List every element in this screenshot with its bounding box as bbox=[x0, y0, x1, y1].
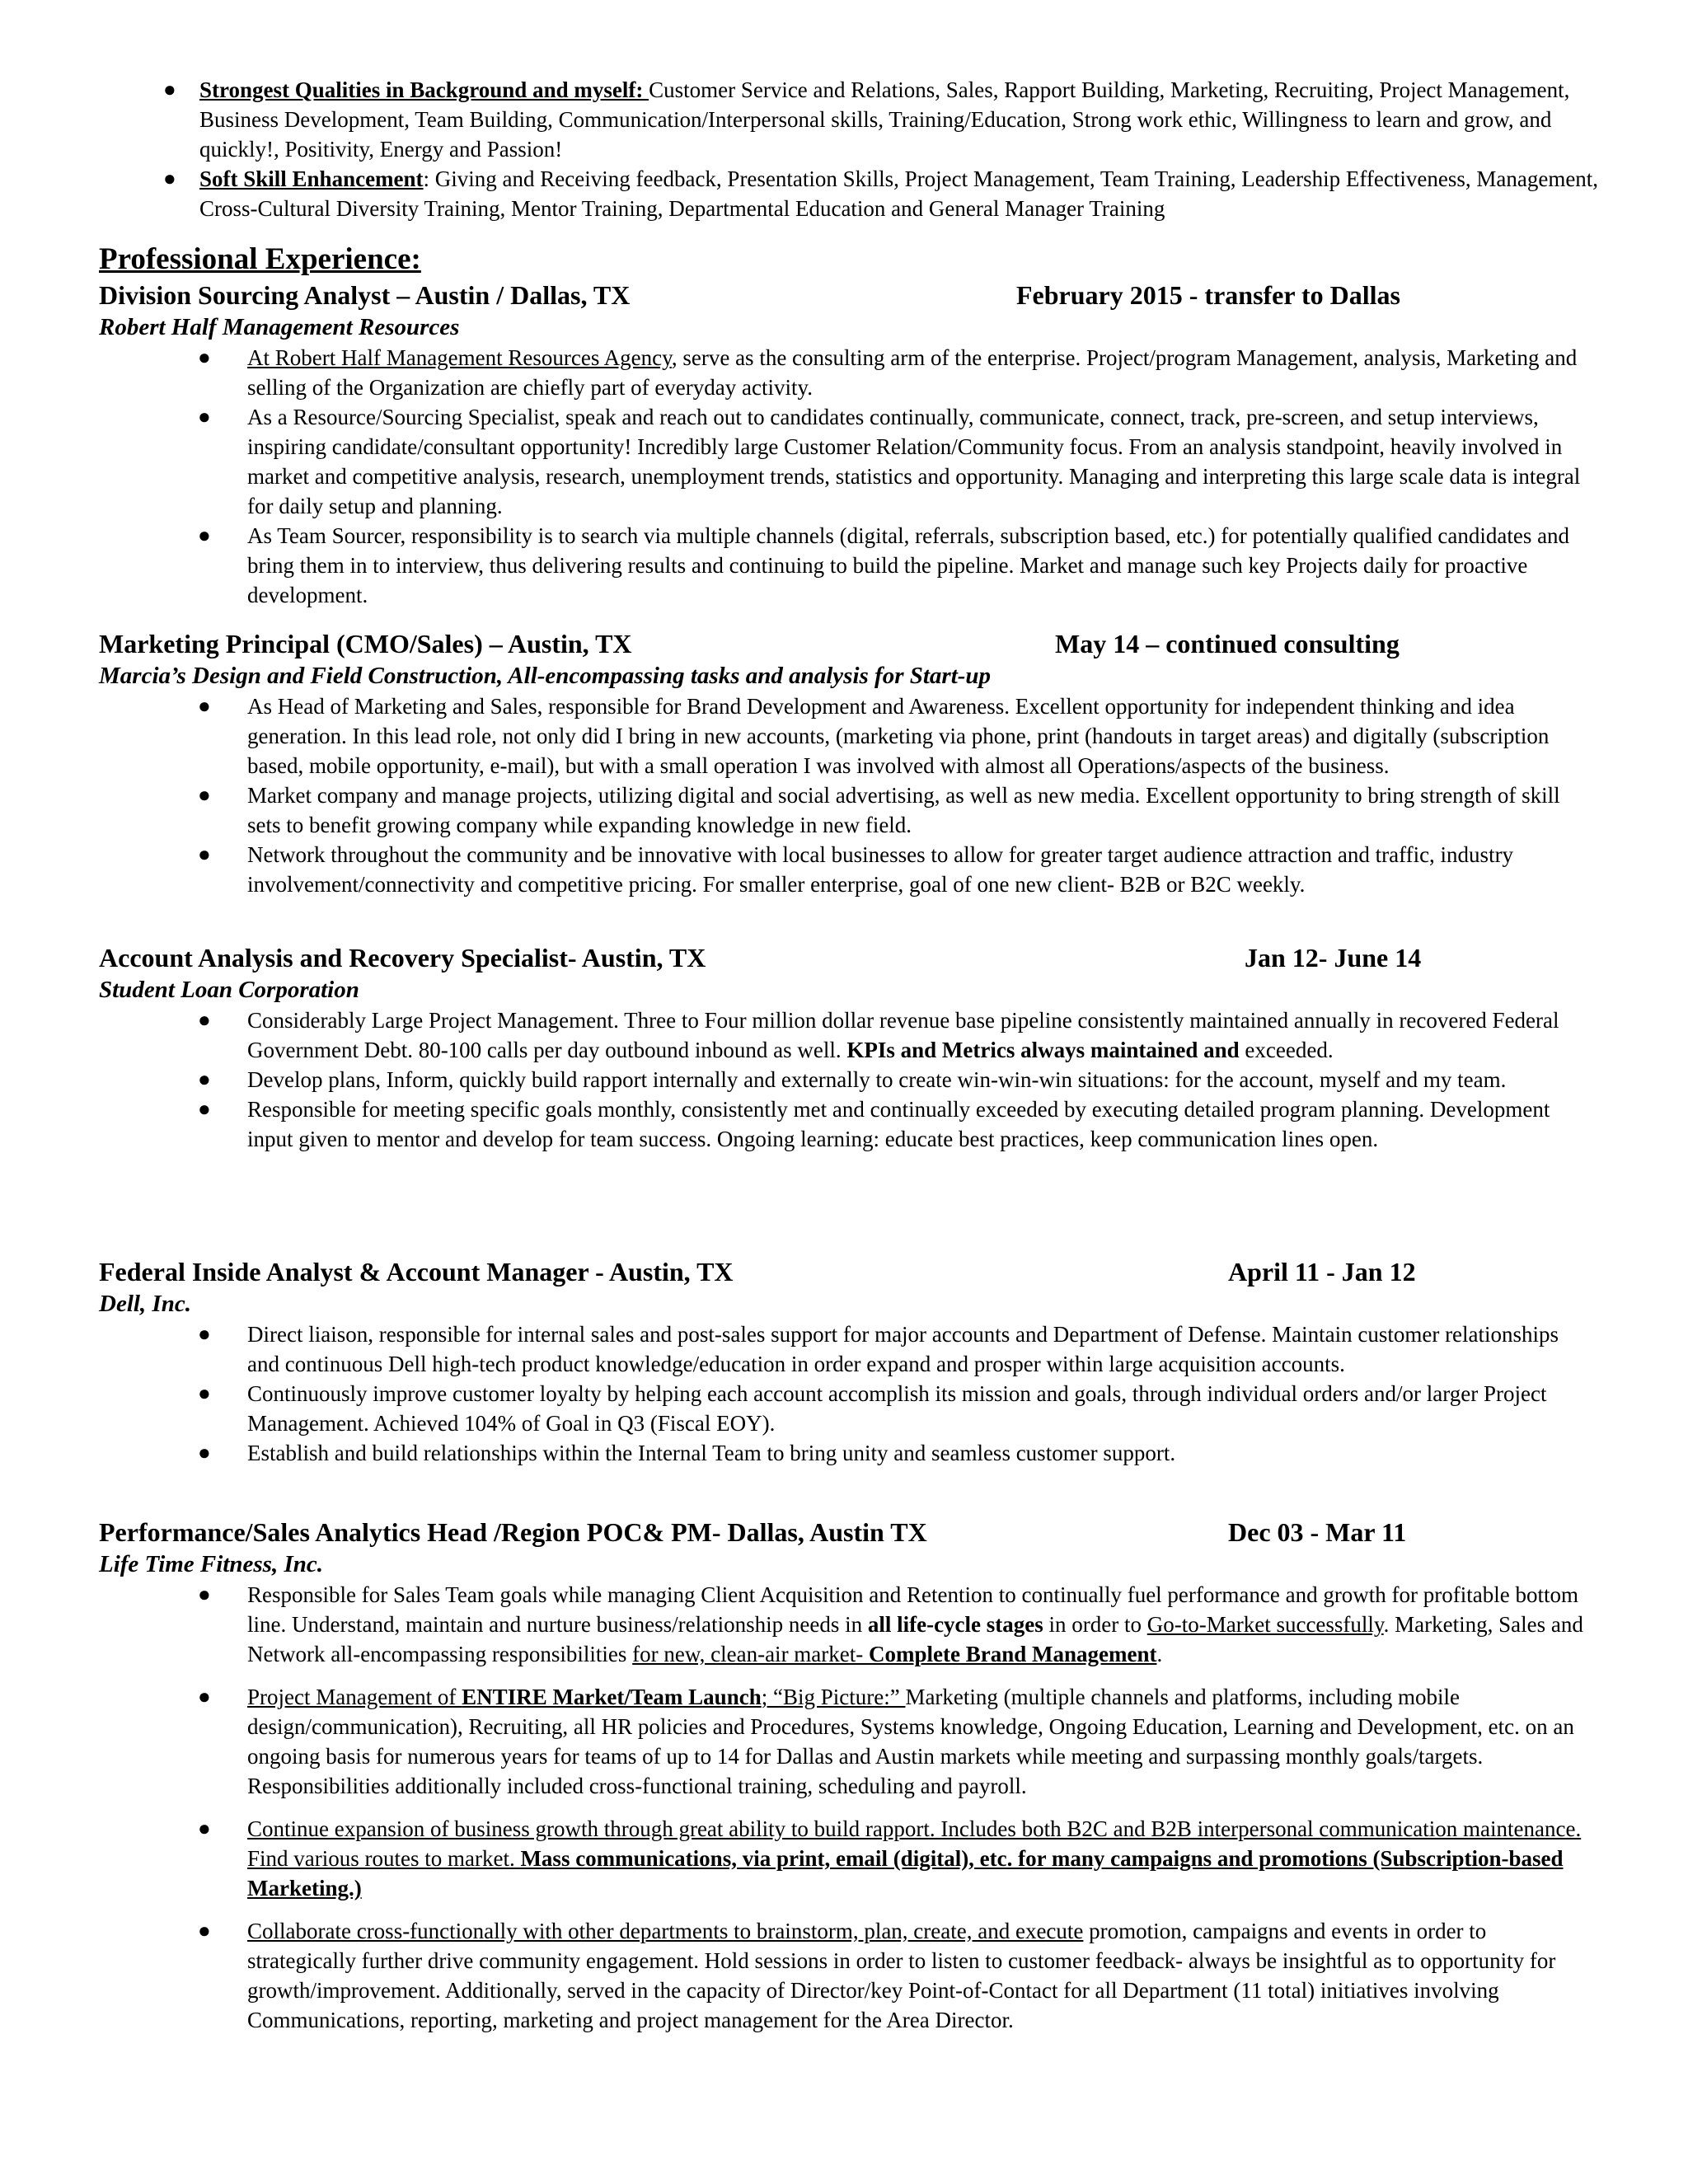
bullet-text: Develop plans, Inform, quickly build rapport internally and externally to create win-win-win situations: for the account, myself and my team. bbox=[247, 1067, 1507, 1092]
bullet-underlined-text: Go-to-Market successfully bbox=[1146, 1612, 1384, 1637]
list-item bbox=[148, 75, 1599, 164]
list-item bbox=[99, 1580, 1607, 1669]
bullet-underlined-text: ; “Big Picture:” bbox=[761, 1685, 906, 1709]
bullet-text: Considerably Large Project Management. Three to Four million dollar revenue base pipeline consistently maintained annually in recovered Federal Government Debt. 80-100 calls per day outbound inbound as well. bbox=[247, 1008, 1559, 1062]
job-bullets bbox=[99, 691, 1607, 899]
job-entry bbox=[99, 279, 1607, 610]
bullet-icon: ● bbox=[198, 405, 211, 429]
bullet-text: in order to bbox=[1043, 1612, 1147, 1637]
bullet-text: Responsible for Sales Team goals while managing Client Acquisition and Retention to continually fuel performance and growth for profitable bottom line. Understand, maintain and nurture business/relationship needs in bbox=[247, 1582, 1579, 1637]
bullet-text: As Team Sourcer, responsibility is to search via multiple channels (digital, referrals, subscription based, etc.) for potentially qualified candidates and bring them in to interview, thus delivering results and continuing to build the pipeline. Market and manage such key Projects daily for proactive development. bbox=[247, 523, 1570, 607]
employer-name: Dell, Inc. bbox=[99, 1291, 191, 1317]
job-header bbox=[99, 627, 1607, 660]
list-item bbox=[99, 1916, 1607, 2035]
job-dates: April 11 - Jan 12 bbox=[1228, 1257, 1416, 1286]
list-item bbox=[99, 1438, 1607, 1468]
employer-name: Student Loan Corporation bbox=[99, 977, 359, 1003]
summary-text: Customer Service and Relations, Sales, Rapport Building, Marketing, Recruiting, Project Management, Business Development, Team Building, Communication/Interpersonal skills, Training/Education, Strong work ethic, Willingness to learn and grow, and quickly!, Positivity, Energy and Passion! bbox=[199, 77, 1570, 162]
bullet-underlined-text: for new, clean-air market- bbox=[632, 1642, 870, 1666]
bullet-icon: ● bbox=[163, 77, 176, 101]
section-title: Professional Experience: bbox=[99, 242, 421, 276]
list-item bbox=[99, 780, 1607, 840]
list-item bbox=[99, 1682, 1607, 1801]
bullet-icon: ● bbox=[198, 694, 211, 718]
job-title: Account Analysis and Recovery Specialist- Austin, TX bbox=[99, 943, 706, 972]
job-dates: Jan 12- June 14 bbox=[1245, 943, 1422, 972]
list-item bbox=[99, 521, 1607, 610]
job-dates: Dec 03 - Mar 11 bbox=[1228, 1517, 1407, 1547]
bullet-text: As Head of Marketing and Sales, responsible for Brand Development and Awareness. Excellent opportunity for independent thinking and idea generation. In this lead role, not only did I bring in new accounts, (marketing via phone, print (handouts in target areas) and digitally (subscription based, mobile opportunity, e-mail), but with a small operation I was involved with almost all Operations/aspects of the business. bbox=[247, 694, 1550, 778]
bullet-text: . bbox=[1156, 1642, 1163, 1666]
employer-name: Robert Half Management Resources bbox=[99, 314, 460, 340]
list-item bbox=[99, 840, 1607, 899]
bullet-text: Marketing (multiple channels and platforms, including mobile design/communication), Recruiting, all HR policies and Procedures, Systems knowledge, Ongoing Education, Learning and Development, etc. on an ongoing basis for numerous years for teams of up to 14 for Dallas and Austin markets while meeting and surpassing monthly goals/targets. Responsibilities additionally included cross-functional training, scheduling and payroll. bbox=[247, 1685, 1574, 1798]
bullet-icon: ● bbox=[198, 1919, 211, 1943]
list-item bbox=[99, 1319, 1607, 1379]
job-title: Federal Inside Analyst & Account Manager - Austin, TX bbox=[99, 1257, 734, 1286]
bullet-bold-underlined-text: Mass communications, via print, email (digital), etc. for many campaigns and promotions (Subscription-based Marketing.) bbox=[247, 1846, 1564, 1900]
bullet-text: Continuously improve customer loyalty by helping each account accomplish its mission and goals, through individual orders and/or larger Project Management. Achieved 104% of Goal in Q3 (Fiscal EOY). bbox=[247, 1381, 1547, 1436]
bullet-underlined-text: Project Management of bbox=[247, 1685, 462, 1709]
list-item bbox=[99, 402, 1607, 521]
bullet-icon: ● bbox=[198, 1685, 211, 1708]
list-item bbox=[99, 1005, 1607, 1065]
job-header bbox=[99, 1516, 1607, 1549]
list-item bbox=[99, 691, 1607, 780]
list-item bbox=[99, 343, 1607, 402]
job-header bbox=[99, 941, 1607, 974]
bullet-icon: ● bbox=[198, 1008, 211, 1032]
job-header bbox=[99, 1255, 1607, 1288]
bullet-underlined-text: Collaborate cross-functionally with other departments to brainstorm, plan, create, and execute bbox=[247, 1919, 1084, 1943]
job-bullets bbox=[99, 343, 1607, 610]
agency-link-text: At Robert Half Management Resources Agency bbox=[247, 345, 672, 370]
bullet-bold-text: all life-cycle stages bbox=[867, 1612, 1043, 1637]
bullet-text: . Marketing, Sales and Network all-encompassing responsibilities bbox=[247, 1612, 1583, 1666]
bullet-text: Network throughout the community and be innovative with local businesses to allow for greater target audience attraction and traffic, industry involvement/connectivity and competitive pricing. For smaller enterprise, goal of one new client- B2B or B2C weekly. bbox=[247, 842, 1514, 897]
bullet-icon: ● bbox=[198, 1322, 211, 1346]
employer-name: Life Time Fitness, Inc. bbox=[99, 1551, 323, 1577]
bullet-icon: ● bbox=[198, 345, 211, 369]
bullet-icon: ● bbox=[163, 166, 176, 190]
bullet-text: , serve as the consulting arm of the enterprise. Project/program Management, analysis, Marketing and selling of the Organization are chiefly part of everyday activity. bbox=[247, 345, 1578, 400]
job-title: Marketing Principal (CMO/Sales) – Austin, TX bbox=[99, 629, 632, 658]
bullet-bold-text: KPIs and Metrics always maintained and bbox=[846, 1038, 1240, 1062]
list-item bbox=[99, 1814, 1607, 1903]
list-item bbox=[99, 1094, 1607, 1154]
job-dates: May 14 – continued consulting bbox=[1055, 629, 1400, 658]
bullet-text: promotion, campaigns and events in order to strategically further drive community engagement. Hold sessions in order to listen to customer feedback- always be insightful as to opportunity for growth/improvement. Additionally, served in the capacity of Director/key Point-of-Contact for all Department (11 total) initiatives involving Communications, reporting, marketing and project management for the Area Director. bbox=[247, 1919, 1556, 2032]
bullet-text: Establish and build relationships within the Internal Team to bring unity and seamless customer support. bbox=[247, 1441, 1176, 1465]
job-dates: February 2015 - transfer to Dallas bbox=[1016, 280, 1400, 310]
bullet-icon: ● bbox=[198, 1441, 211, 1465]
list-item bbox=[99, 1065, 1607, 1094]
bullet-text: Direct liaison, responsible for internal sales and post-sales support for major accounts and Department of Defense. Maintain customer relationships and continuous Dell high-tech product knowledge/education in order expand and prosper within large acquisition accounts. bbox=[247, 1322, 1559, 1376]
bullet-text: Responsible for meeting specific goals monthly, consistently met and continually exceeded by executing detailed program planning. Development input given to mentor and develop for team success. Ongoing learning: educate best practices, keep communication lines open. bbox=[247, 1097, 1550, 1151]
job-entry bbox=[99, 1516, 1607, 2035]
bullet-icon: ● bbox=[198, 1816, 211, 1840]
job-title: Division Sourcing Analyst – Austin / Dallas, TX bbox=[99, 280, 631, 310]
bullet-underlined-text: Continue expansion of business growth through great ability to build rapport. Includes both B2C and B2B interpersonal communication maintenance. Find various routes to market. bbox=[247, 1816, 1582, 1871]
list-item bbox=[99, 1379, 1607, 1438]
bullet-bold-underlined-text: ENTIRE Market/Team Launch bbox=[462, 1685, 762, 1709]
job-bullets bbox=[99, 1319, 1607, 1468]
summary-list bbox=[148, 75, 1599, 223]
employer-name: Marcia’s Design and Field Construction, All-encompassing tasks and analysis for Start-up bbox=[99, 663, 992, 689]
job-entry bbox=[99, 627, 1607, 899]
job-entry bbox=[99, 1255, 1607, 1468]
list-item bbox=[148, 164, 1599, 223]
bullet-text: Market company and manage projects, utilizing digital and social advertising, as well as new media. Excellent opportunity to bring strength of skill sets to benefit growing company while expanding knowledge in new field. bbox=[247, 783, 1560, 837]
summary-label: Soft Skill Enhancement bbox=[199, 166, 424, 191]
job-entry bbox=[99, 941, 1607, 1154]
job-bullets bbox=[99, 1005, 1607, 1154]
bullet-bold-underlined-text: Complete Brand Management bbox=[869, 1642, 1157, 1666]
bullet-text: exceeded. bbox=[1239, 1038, 1334, 1062]
bullet-icon: ● bbox=[198, 842, 211, 866]
bullet-text: As a Resource/Sourcing Specialist, speak and reach out to candidates continually, communicate, connect, track, pre-screen, and setup interviews, inspiring candidate/consultant opportunity! Incredibly large Customer Relation/Community focus. From an analysis standpoint, heavily involved in market and competitive analysis, research, unemployment trends, statistics and opportunity. Managing and interpreting this large scale data is integral for daily setup and planning. bbox=[247, 405, 1581, 518]
bullet-icon: ● bbox=[198, 523, 211, 547]
summary-text: : Giving and Receiving feedback, Presentation Skills, Project Management, Team Training, Leadership Effectiveness, Management, Cross-Cultural Diversity Training, Mentor Training, Departmental Education and General Manager Training bbox=[199, 166, 1599, 221]
bullet-icon: ● bbox=[198, 783, 211, 807]
bullet-icon: ● bbox=[198, 1582, 211, 1606]
bullet-icon: ● bbox=[198, 1381, 211, 1405]
job-bullets bbox=[99, 1580, 1607, 2035]
bullet-icon: ● bbox=[198, 1097, 211, 1121]
job-header bbox=[99, 279, 1607, 312]
job-title: Performance/Sales Analytics Head /Region POC& PM- Dallas, Austin TX bbox=[99, 1517, 927, 1547]
summary-label: Strongest Qualities in Background and myself: bbox=[199, 77, 649, 102]
bullet-icon: ● bbox=[198, 1067, 211, 1091]
